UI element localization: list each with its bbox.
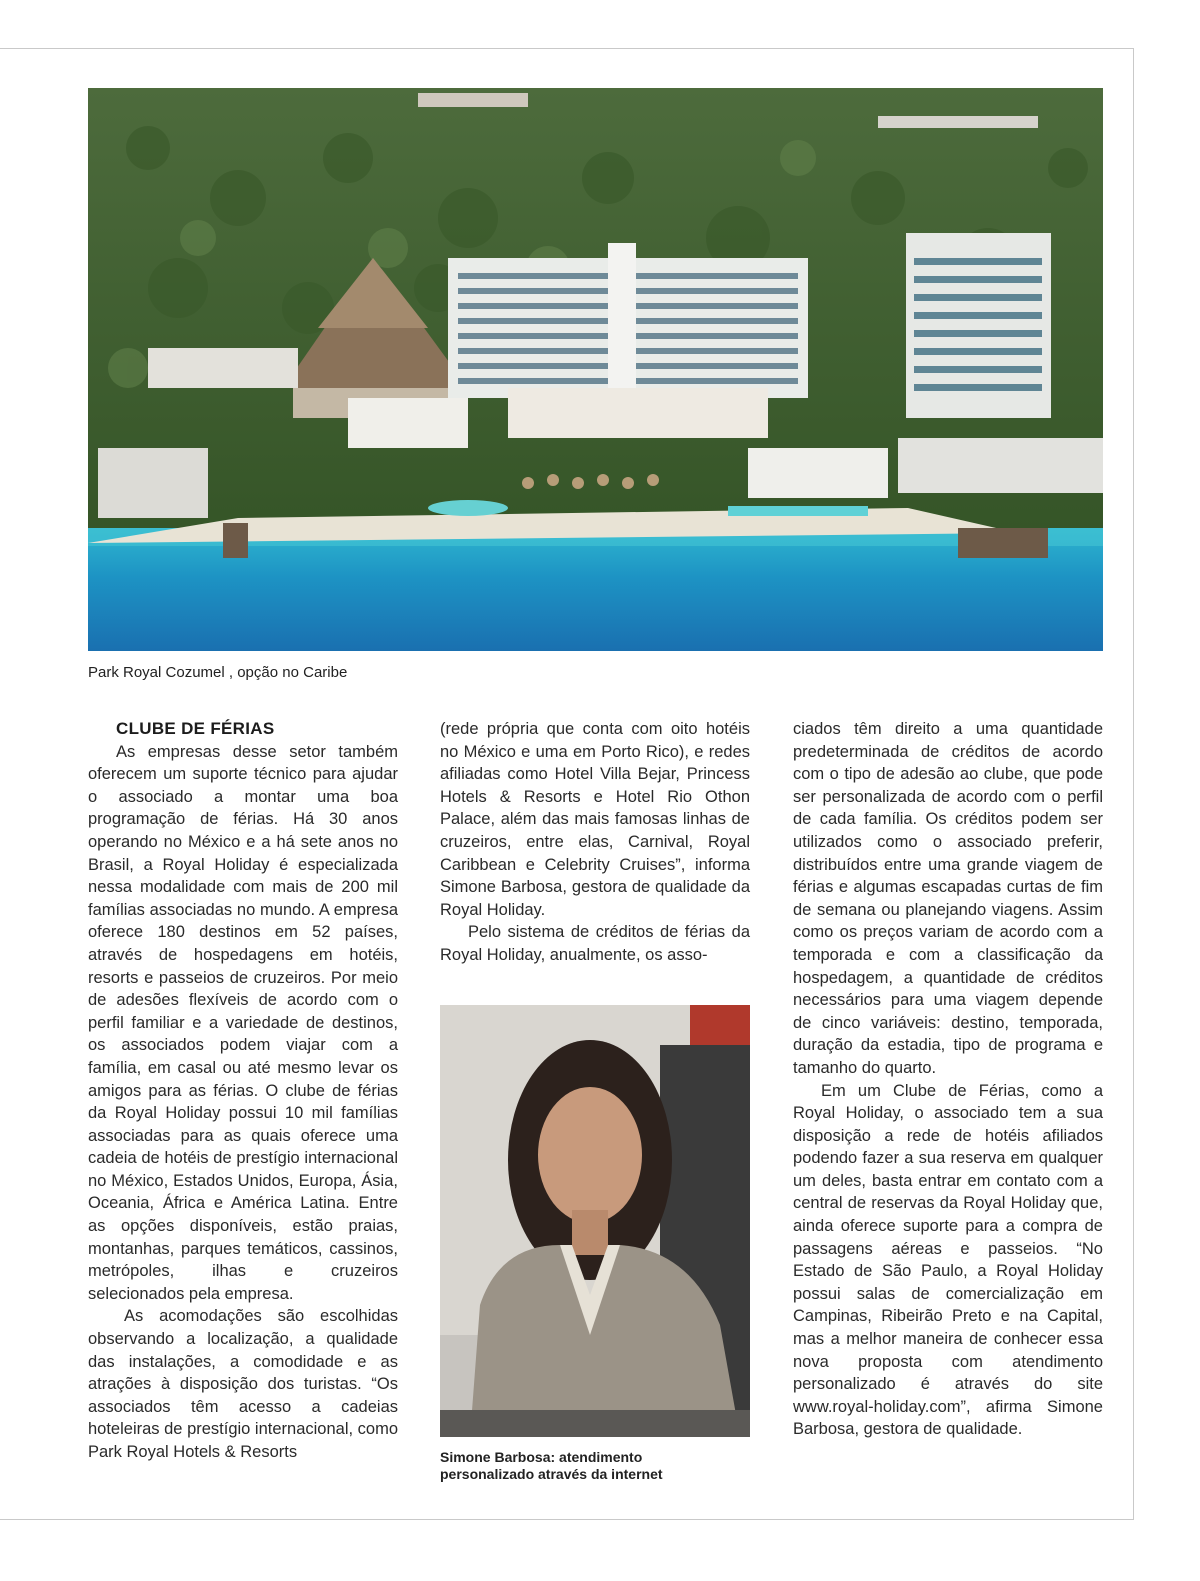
- article-column-2: [440, 718, 750, 967]
- caption-line: personalizado através da internet: [440, 1466, 663, 1482]
- paragraph: (rede própria que conta com oito hotéis no México e uma em Porto Rico), e redes afiliadas como Hotel Villa Bejar, Princess Hotels & Resorts e Hotel Rio Othon Palace, além das mais famosas linhas de cruzeiros, entre elas, Carnival, Royal Caribbean e Celebrity Cruises”, informa Simone Barbosa, gestora de qualidade da Royal Holiday.: [440, 720, 750, 919]
- paragraph: Em um Clube de Férias, como a Royal Holiday, o associado tem a sua disposição a rede de hotéis afiliados podendo fazer a sua reserva em qualquer um deles, basta entrar em contato com a central de reservas da Royal Holiday que, ainda oferece suporte para a compra de passagens aéreas e passeios. “No Estado de São Paulo, a Royal Holiday possui salas de comercialização em Campinas, Ribeirão Preto e na Capital, mas a melhor maneira de conhecer essa nova proposta com atendimento personalizado é através do site www.royal-holiday.com”, afirma Simone Barbosa, gestora de qualidade.: [793, 1081, 1103, 1439]
- paragraph: Pelo sistema de créditos de férias da Royal Holiday, anualmente, os asso-: [440, 923, 750, 964]
- caption-line: Simone Barbosa: atendimento: [440, 1449, 643, 1465]
- resort-aerial-photo: [88, 88, 1103, 651]
- paragraph: ciados têm direito a uma quantidade predeterminada de créditos de acordo com o tipo de adesão ao clube, que pode ser personalizada de acordo com o perfil de cada família. Os créditos podem ser utilizados como o associado preferir, distribuídos entre uma grande viagem de férias e algumas escapadas curtas de fim de semana ou planejando viagens. Assim como os preços variam de acordo com a temporada e com a classificação da hospedagem, a quantidade de créditos necessários para uma viagem depende de cinco variáveis: destino, temporada, duração da estadia, tipo de programa e tamanho do quarto.: [793, 720, 1103, 1077]
- article-column-3: [793, 718, 1103, 1441]
- paragraph: As empresas desse setor também oferecem um suporte técnico para ajudar o associado a montar uma boa programação de férias. Há 30 anos operando no México e a há sete anos no Brasil, a Royal Holiday é especializada nessa modalidade com mais de 200 mil famílias associadas no mundo. A empresa oferece 180 destinos em 52 países, através de hospedagens em hotéis, resorts e passeios de cruzeiros. Por meio de adesões flexíveis de acordo com o perfil familiar e a variedade de destinos, os associados podem viajar com a família, em casal ou até mesmo levar os amigos para as férias. O clube de férias da Royal Holiday possui 10 mil famílias associadas para as quais oferece uma cadeia de hotéis de prestígio internacional no México, Estados Unidos, Europa, Ásia, Oceania, África e América Latina. Entre as opções disponíveis, estão praias, montanhas, parques temáticos, cassinos, metrópoles, ilhas e cruzeiros selecionados pela empresa.: [88, 742, 398, 1303]
- paragraph: As acomodações são escolhidas observando a localização, a qualidade das instalações, a comodidade e as atrações à disposição dos turistas. “Os associados têm acesso a cadeias hoteleiras de prestígio internacional, como Park Royal Hotels & Resorts: [88, 1307, 399, 1461]
- article-column-1: [88, 718, 398, 1464]
- portrait-caption: [440, 1449, 760, 1483]
- photo-caption: Park Royal Cozumel , opção no Caribe: [88, 664, 348, 681]
- portrait-photo: [440, 1005, 750, 1437]
- section-heading: CLUBE DE FÉRIAS: [116, 719, 275, 738]
